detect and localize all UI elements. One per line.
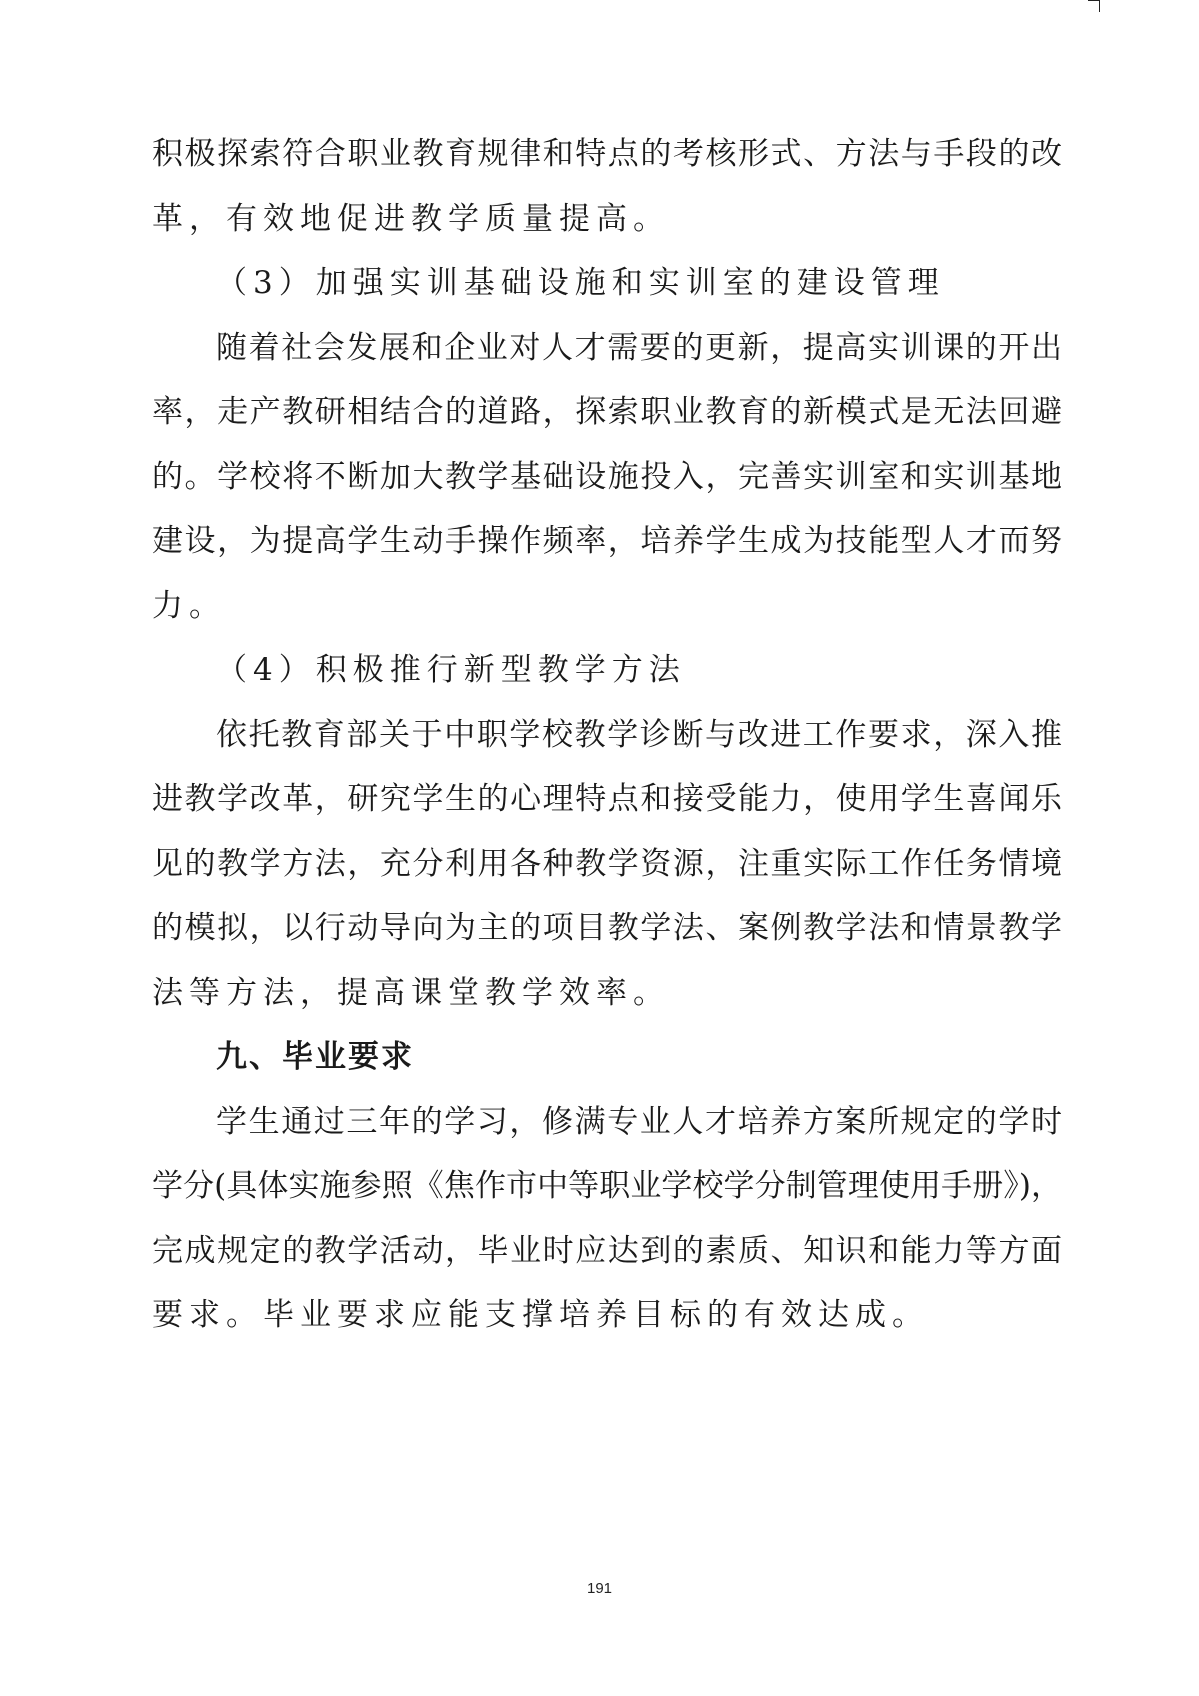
body-text-line: 力。 bbox=[152, 587, 226, 624]
section-heading: 九、毕业要求 bbox=[216, 1039, 414, 1075]
body-text-line: 依托教育部关于中职学校教学诊断与改进工作要求，深入推 bbox=[216, 716, 1062, 753]
document-body bbox=[152, 122, 1062, 1348]
body-text-line: 学分(具体实施参照《焦作市中等职业学校学分制管理使用手册》)， bbox=[152, 1168, 1062, 1204]
body-text-line: 进教学改革，研究学生的心理特点和接受能力，使用学生喜闻乐 bbox=[152, 781, 1062, 817]
body-text-line: 建设，为提高学生动手操作频率，培养学生成为技能型人才而努 bbox=[152, 523, 1062, 559]
body-text-line: 的模拟，以行动导向为主的项目教学法、案例教学法和情景教学 bbox=[152, 910, 1062, 946]
body-text-line: 的。学校将不断加大教学基础设施投入，完善实训室和实训基地 bbox=[152, 458, 1062, 495]
body-text-line: 要求。毕业要求应能支撑培养目标的有效达成。 bbox=[152, 1297, 929, 1333]
page-number: 191 bbox=[586, 1580, 613, 1597]
subsection-heading: （3）加强实训基础设施和实训室的建设管理 bbox=[216, 265, 945, 301]
body-text-line: 法等方法，提高课堂教学效率。 bbox=[152, 974, 670, 1011]
body-text-line: 学生通过三年的学习，修满专业人才培养方案所规定的学时 bbox=[216, 1103, 1062, 1140]
body-text-line: 积极探索符合职业教育规律和特点的考核形式、方法与手段的改 bbox=[152, 136, 1062, 172]
body-text-line: 率，走产教研相结合的道路，探索职业教育的新模式是无法回避 bbox=[152, 394, 1062, 430]
crop-mark bbox=[1088, 0, 1100, 12]
body-text-line: 随着社会发展和企业对人才需要的更新，提高实训课的开出 bbox=[216, 329, 1062, 366]
subsection-heading: （4）积极推行新型教学方法 bbox=[216, 652, 686, 688]
body-text-line: 完成规定的教学活动，毕业时应达到的素质、知识和能力等方面 bbox=[152, 1232, 1062, 1269]
body-text-line: 革，有效地促进教学质量提高。 bbox=[152, 200, 670, 237]
body-text-line: 见的教学方法，充分利用各种教学资源，注重实际工作任务情境 bbox=[152, 845, 1062, 882]
